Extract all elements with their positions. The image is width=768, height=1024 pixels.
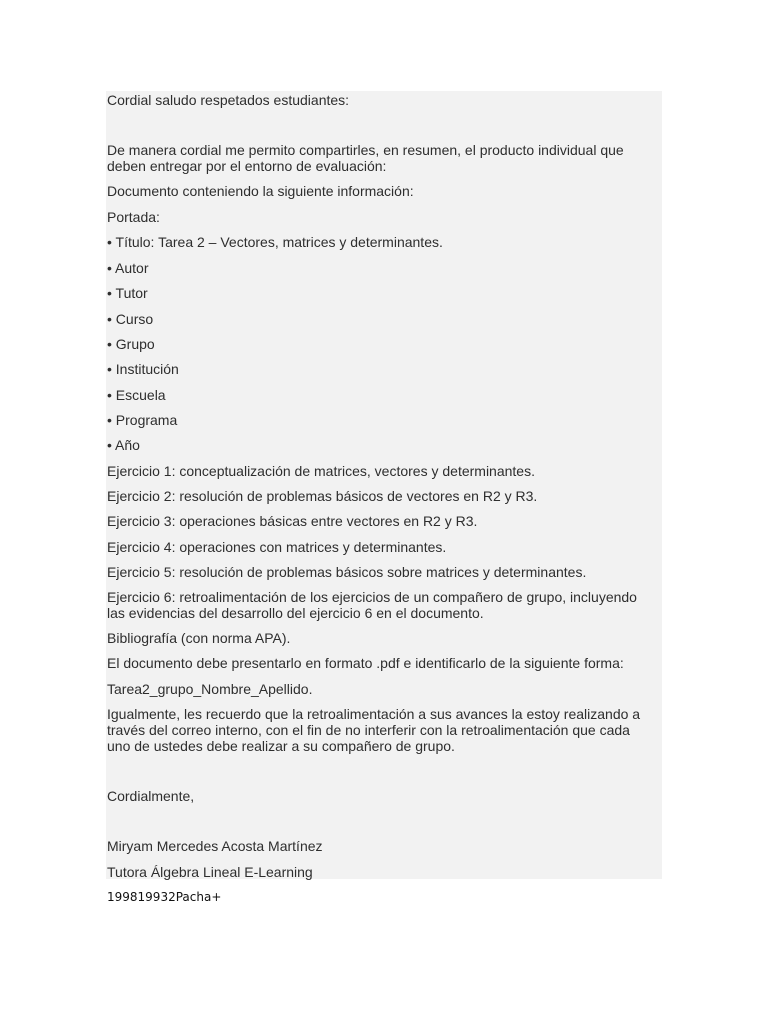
cover-item-institution: • Institución bbox=[107, 361, 179, 377]
cover-item-tutor: • Tutor bbox=[107, 285, 148, 301]
cover-item-author: • Autor bbox=[107, 260, 149, 276]
footer-code-text: 199819932Pacha+ bbox=[107, 890, 222, 904]
cover-item-title: • Título: Tarea 2 – Vectores, matrices y determinantes. bbox=[107, 234, 443, 250]
filename-pattern-text: Tarea2_grupo_Nombre_Apellido. bbox=[107, 681, 313, 697]
closing-text: Cordialmente, bbox=[107, 788, 195, 804]
cover-item-group: • Grupo bbox=[107, 336, 155, 352]
greeting-text: Cordial saludo respetados estudiantes: bbox=[107, 92, 350, 108]
exercise-2: Ejercicio 2: resolución de problemas básicos de vectores en R2 y R3. bbox=[107, 488, 538, 504]
format-instruction-text: El documento debe presentarlo en formato .pdf e identificarlo de la siguiente forma: bbox=[107, 655, 624, 671]
cover-item-year: • Año bbox=[107, 437, 140, 453]
signature-name: Miryam Mercedes Acosta Martínez bbox=[107, 838, 323, 854]
exercise-4: Ejercicio 4: operaciones con matrices y determinantes. bbox=[107, 539, 447, 555]
cover-item-course: • Curso bbox=[107, 311, 154, 327]
document-info-text: Documento conteniendo la siguiente información: bbox=[107, 183, 414, 199]
intro-paragraph: De manera cordial me permito compartirles, en resumen, el producto individual que deben entregar por el entorno de evaluación: bbox=[107, 142, 624, 174]
exercise-6: Ejercicio 6: retroalimentación de los ejercicios de un compañero de grupo, incluyendo las evidencias del desarrollo del ejercicio 6 en el documento. bbox=[107, 589, 637, 621]
exercise-1: Ejercicio 1: conceptualización de matrices, vectores y determinantes. bbox=[107, 463, 535, 479]
reminder-paragraph: Igualmente, les recuerdo que la retroalimentación a sus avances la estoy realizando a través del correo interno, con el fin de no interferir con la retroalimentación que cada uno de ustedes debe realizar a su compañero de grupo. bbox=[107, 706, 641, 754]
signature-title: Tutora Álgebra Lineal E-Learning bbox=[107, 864, 313, 880]
cover-item-program: • Programa bbox=[107, 412, 178, 428]
cover-label: Portada: bbox=[107, 209, 160, 225]
exercise-5: Ejercicio 5: resolución de problemas básicos sobre matrices y determinantes. bbox=[107, 564, 587, 580]
cover-item-school: • Escuela bbox=[107, 387, 166, 403]
bibliography-text: Bibliografía (con norma APA). bbox=[107, 630, 291, 646]
exercise-3: Ejercicio 3: operaciones básicas entre vectores en R2 y R3. bbox=[107, 513, 478, 529]
